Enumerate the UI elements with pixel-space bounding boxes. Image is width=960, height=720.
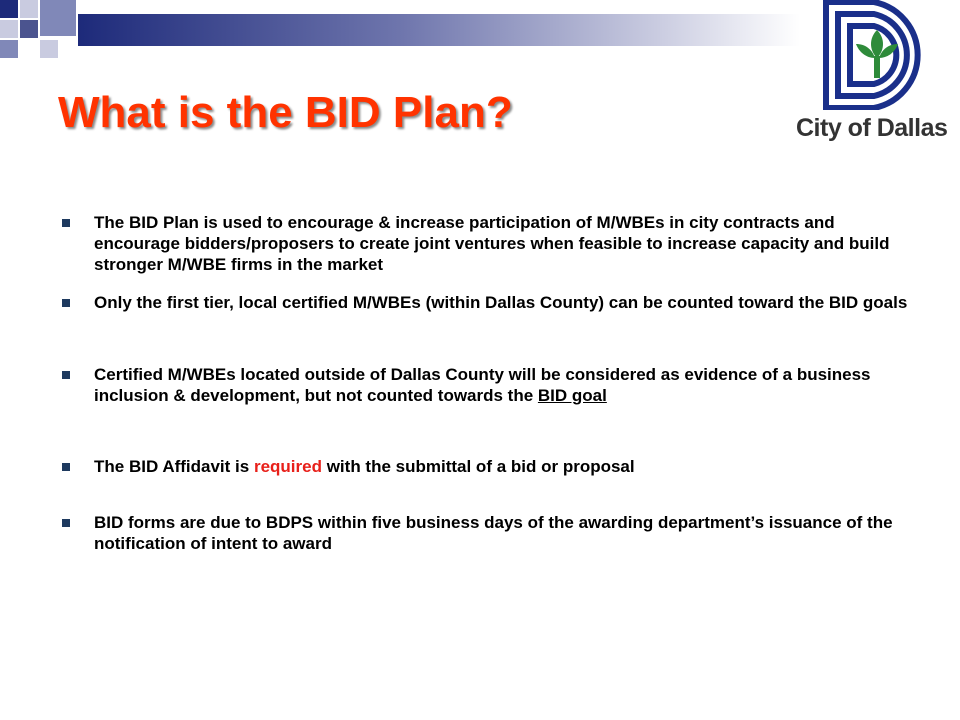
square-bullet-icon bbox=[62, 519, 70, 527]
bid-goal-underlined: BID goal bbox=[537, 386, 607, 405]
square-bullet-icon bbox=[62, 219, 70, 227]
square-bullet-icon bbox=[62, 299, 70, 307]
bullet-text bbox=[94, 364, 914, 406]
bullet-text bbox=[94, 456, 914, 477]
deco-square bbox=[20, 0, 38, 18]
header-gradient-band bbox=[78, 14, 800, 46]
square-bullet-icon bbox=[62, 371, 70, 379]
deco-square bbox=[40, 0, 76, 36]
city-of-dallas-logo bbox=[796, 0, 960, 160]
decorative-squares bbox=[0, 0, 80, 60]
bullet-text: The BID Plan is used to encourage & increase participation of M/WBEs in city contracts and encourage bidders/proposers to create joint ventures when feasible to increase capacity and build stronger M/WBE firms in the market bbox=[94, 213, 890, 274]
deco-square bbox=[0, 0, 18, 18]
bullet-text: BID forms are due to BDPS within five business days of the awarding department’s issuance of the notification of intent to award bbox=[94, 513, 893, 553]
logo-text: City of Dallas bbox=[796, 114, 948, 142]
deco-square bbox=[0, 20, 18, 38]
slide-title: What is the BID Plan? bbox=[58, 88, 513, 137]
bullet-text: Only the first tier, local certified M/WBEs (within Dallas County) can be counted toward the BID goals bbox=[94, 293, 908, 312]
required-highlight: required bbox=[253, 457, 322, 476]
deco-square bbox=[40, 40, 58, 58]
city-of-dallas-d-leaf-icon bbox=[822, 0, 934, 110]
deco-square bbox=[20, 20, 38, 38]
square-bullet-icon bbox=[62, 463, 70, 471]
bullet-text-part: The BID Affidavit is bbox=[94, 457, 254, 476]
bullet-text-part: Certified M/WBEs located outside of Dallas County will be considered as evidence of a business inclusion & development, but not counted towards the bbox=[94, 365, 871, 405]
bullet-text-part: with the submittal of a bid or proposal bbox=[321, 457, 635, 476]
deco-square bbox=[0, 40, 18, 58]
